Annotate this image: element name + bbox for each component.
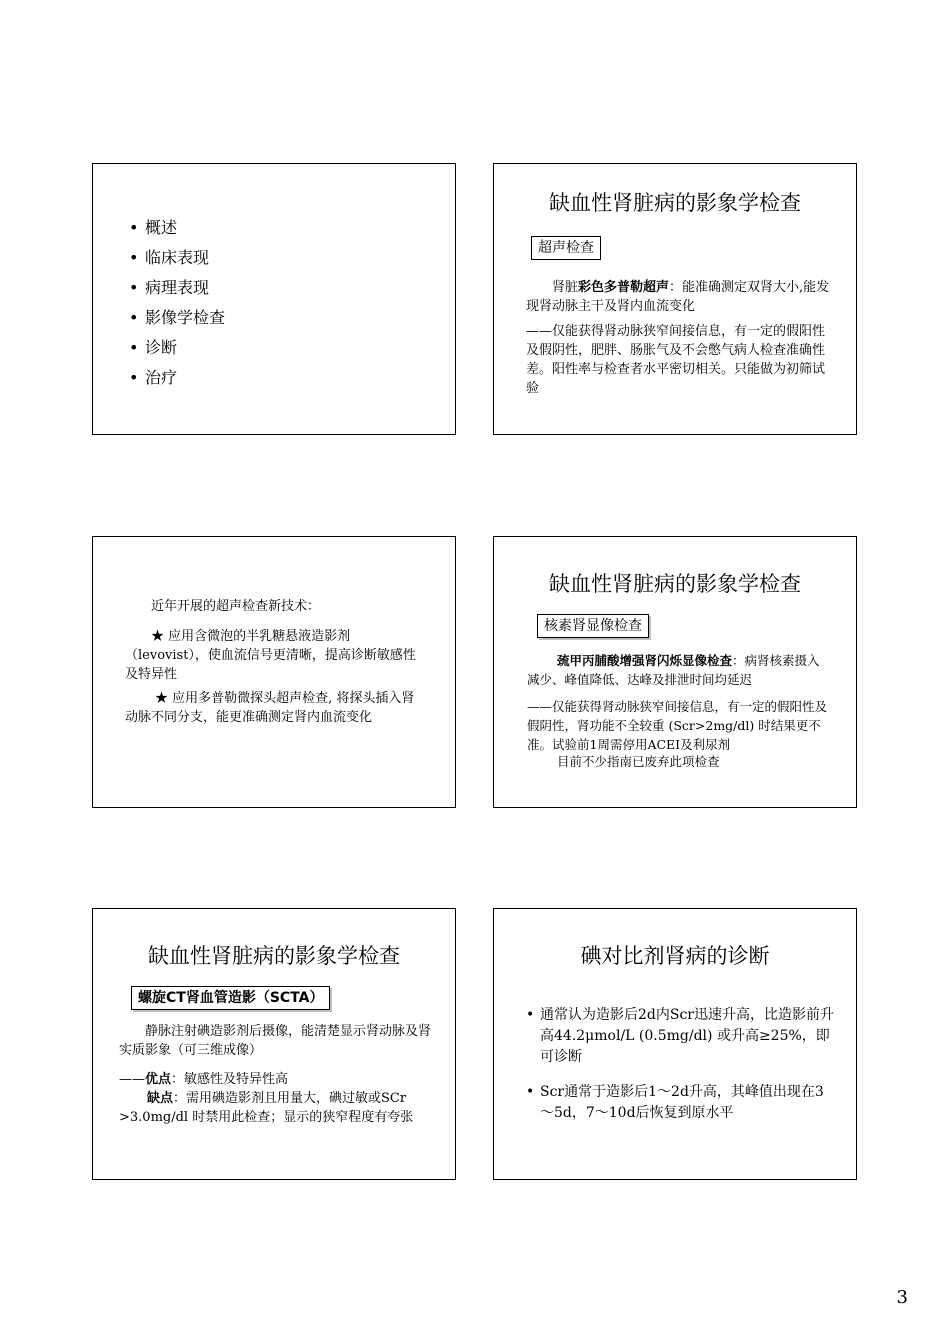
diagnosis-item: • Scr通常于造影后1～2d升高，其峰值出现在3～5d，7～10d后恢复到原水平: [524, 1082, 834, 1124]
section-tag: 核素肾显像检查: [537, 614, 649, 638]
outline-item: • 诊断: [125, 336, 225, 366]
text-run: ：病肾核素摄入减少、峰值降低、达峰及排泄时间均延迟: [527, 653, 820, 687]
outline-item: • 病理表现: [125, 276, 225, 306]
text-run: ：需用碘造影剂且用量大，碘过敏或SCr >3.0mg/dl 时禁用此检查；显示的狭窄程度有夸张: [119, 1091, 414, 1125]
paragraph: ★ 应用多普勒微探头超声检查, 将探头插入肾动脉不同分支，能更准确测定肾内血流变化: [125, 691, 415, 725]
diagnosis-list: [524, 1005, 834, 1138]
outline-item: • 影像学检查: [125, 306, 225, 336]
intro-text: 近年开展的超声检查新技术：: [151, 599, 321, 614]
outline-list: [125, 216, 225, 396]
paragraph: [526, 278, 831, 316]
paragraph: [527, 651, 832, 689]
paragraph: ——仅能获得肾动脉狭窄间接信息，有一定的假阳性及假阴性，肥胖、肠胀气及不会憋气病人检查准确性差。阳性率与检查者水平密切相关。只能做为初筛试验: [526, 324, 826, 396]
text-run: ——: [119, 1072, 145, 1087]
slide-ultrasound: [493, 163, 857, 435]
diagnosis-item: • 通常认为造影后2d内Scr迅速升高，比造影前升高44.2μmol/L (0.5mg/dl) 或升高≥25%，即可诊断: [524, 1005, 834, 1068]
text-run: ：能准确测定双肾大小,能发现肾动脉主干及肾内血流变化: [526, 280, 830, 314]
section-tag: 超声检查: [531, 236, 601, 260]
slide-title: 缺血性肾脏病的影象学检查: [148, 944, 400, 968]
slide-contrast-nephropathy: [493, 908, 857, 1180]
paragraph: 目前不少指南已废弃此项检查: [557, 754, 720, 769]
bold-term: 优点: [145, 1072, 172, 1087]
outline-item: • 临床表现: [125, 246, 225, 276]
outline-item: • 治疗: [125, 366, 225, 396]
page-number: 3: [896, 1287, 908, 1308]
bold-term: 巯甲丙脯酸增强肾闪烁显像检查: [557, 653, 733, 668]
paragraph: ★ 应用含微泡的半乳糖悬液造影剂（levovist），使血流信号更清晰，提高诊断敏感性及特异性: [125, 629, 416, 682]
outline-item: • 概述: [125, 216, 225, 246]
section-tag: 螺旋CT肾血管造影（SCTA）: [131, 986, 330, 1010]
slide-ultrasound-new-tech: [92, 536, 456, 808]
bold-term: 缺点: [147, 1091, 174, 1106]
slide-title: 碘对比剂肾病的诊断: [580, 944, 770, 968]
slide-title: 缺血性肾脏病的影象学检查: [549, 572, 801, 596]
paragraph: [119, 1070, 437, 1089]
text-run: 肾脏: [552, 280, 579, 295]
slide-nuclear: [493, 536, 857, 808]
text-run: ：敏感性及特异性高: [171, 1072, 289, 1087]
slide-ct: [92, 908, 456, 1180]
bold-term: 彩色多普勒超声: [578, 280, 670, 295]
paragraph: ——仅能获得肾动脉狭窄间接信息，有一定的假阳性及假阴性，肾功能不全较重 (Scr>2mg/dl) 时结果更不准。试验前1周需停用ACEI及利尿剂: [527, 699, 828, 752]
slide-title: 缺血性肾脏病的影象学检查: [549, 191, 801, 215]
paragraph: [119, 1089, 437, 1127]
paragraph: 静脉注射碘造影剂后摄像，能清楚显示肾动脉及肾实质影象（可三维成像）: [119, 1024, 432, 1058]
slide-outline: [92, 163, 456, 435]
